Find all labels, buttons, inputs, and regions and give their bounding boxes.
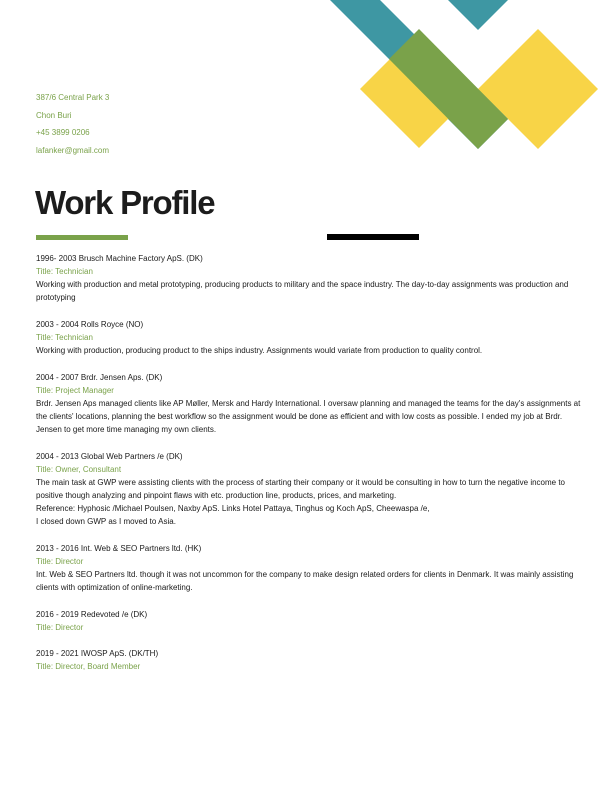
entry-description: Working with production and metal prototyping, producing products to military and the space industry. The day-to-day assignments was production and prototyping: [36, 280, 569, 303]
work-entry: [36, 371, 582, 437]
entry-role: Title: Director: [36, 557, 84, 567]
entry-heading: 2013 - 2016 Int. Web & SEO Partners ltd. (HK): [36, 544, 202, 554]
page-title: Work Profile: [35, 184, 215, 221]
entry-description: I closed down GWP as I moved to Asia.: [36, 517, 176, 527]
entry-role: Title: Technician: [36, 267, 93, 276]
entry-heading: 2004 - 2013 Global Web Partners /e (DK): [36, 451, 183, 461]
work-entry: [36, 252, 582, 304]
teal-triangle-top: [448, 0, 508, 30]
entry-heading: 2016 - 2019 Redevoted /e (DK): [36, 609, 148, 619]
work-entry: [36, 542, 582, 594]
work-entry: [36, 647, 582, 673]
contact-block: [36, 89, 109, 159]
entry-role: Title: Owner, Consultant: [36, 464, 122, 474]
entry-description: Int. Web & SEO Partners ltd. though it was not uncommon for the company to make design related orders for clients in Denmark. It was mainly assisting clients with optimization of online-marketing.: [36, 570, 574, 593]
work-entry: [36, 318, 582, 357]
work-entry: [36, 608, 582, 634]
contact-phone: +45 3899 0206: [36, 128, 90, 137]
work-entry: [36, 450, 582, 529]
entry-description: Working with production, producing product to the ships industry. Assignments would variate from production to quality control.: [36, 345, 483, 355]
entry-heading: 2003 - 2004 Rolls Royce (NO): [36, 319, 144, 329]
work-history-list: [36, 252, 582, 687]
contact-email[interactable]: lafanker@gmail.com: [36, 145, 110, 155]
entry-role: Title: Director, Board Member: [36, 662, 141, 672]
entry-heading: 1996- 2003 Brusch Machine Factory ApS. (DK): [36, 254, 203, 263]
entry-role: Title: Project Manager: [36, 385, 114, 395]
entry-description: Reference: Hyphosic /Michael Poulsen, Naxby ApS. Links Hotel Pattaya, Tinghus og Koch ApS, Cheewaspa /e,: [36, 504, 430, 514]
green-rule: [36, 235, 128, 240]
entry-heading: 2019 - 2021 IWOSP ApS. (DK/TH): [36, 649, 159, 659]
entry-description: The main task at GWP were assisting clients with the process of starting their company or it would be consulting in how to turn the negative income to positive though analyzing and pinpoint flaws with etc. production line, products, prices, and marketing.: [36, 477, 565, 500]
entry-role: Title: Director: [36, 622, 84, 632]
entry-role: Title: Technician: [36, 332, 93, 342]
black-rule: [327, 234, 419, 240]
contact-address: 387/6 Central Park 3: [36, 93, 110, 102]
entry-description: Brdr. Jensen Aps managed clients like AP Møller, Mersk and Hardy International. I oversaw planning and managed the teams for the day's assignments at the clients' locations, planning the best workflow so the assignment would be done as efficient and with low costs as possible. I ended my job at Brdr. Jensen to get more time managing my own clients.: [36, 398, 581, 435]
contact-city: Chon Buri: [36, 110, 72, 120]
entry-heading: 2004 - 2007 Brdr. Jensen Aps. (DK): [36, 372, 163, 382]
